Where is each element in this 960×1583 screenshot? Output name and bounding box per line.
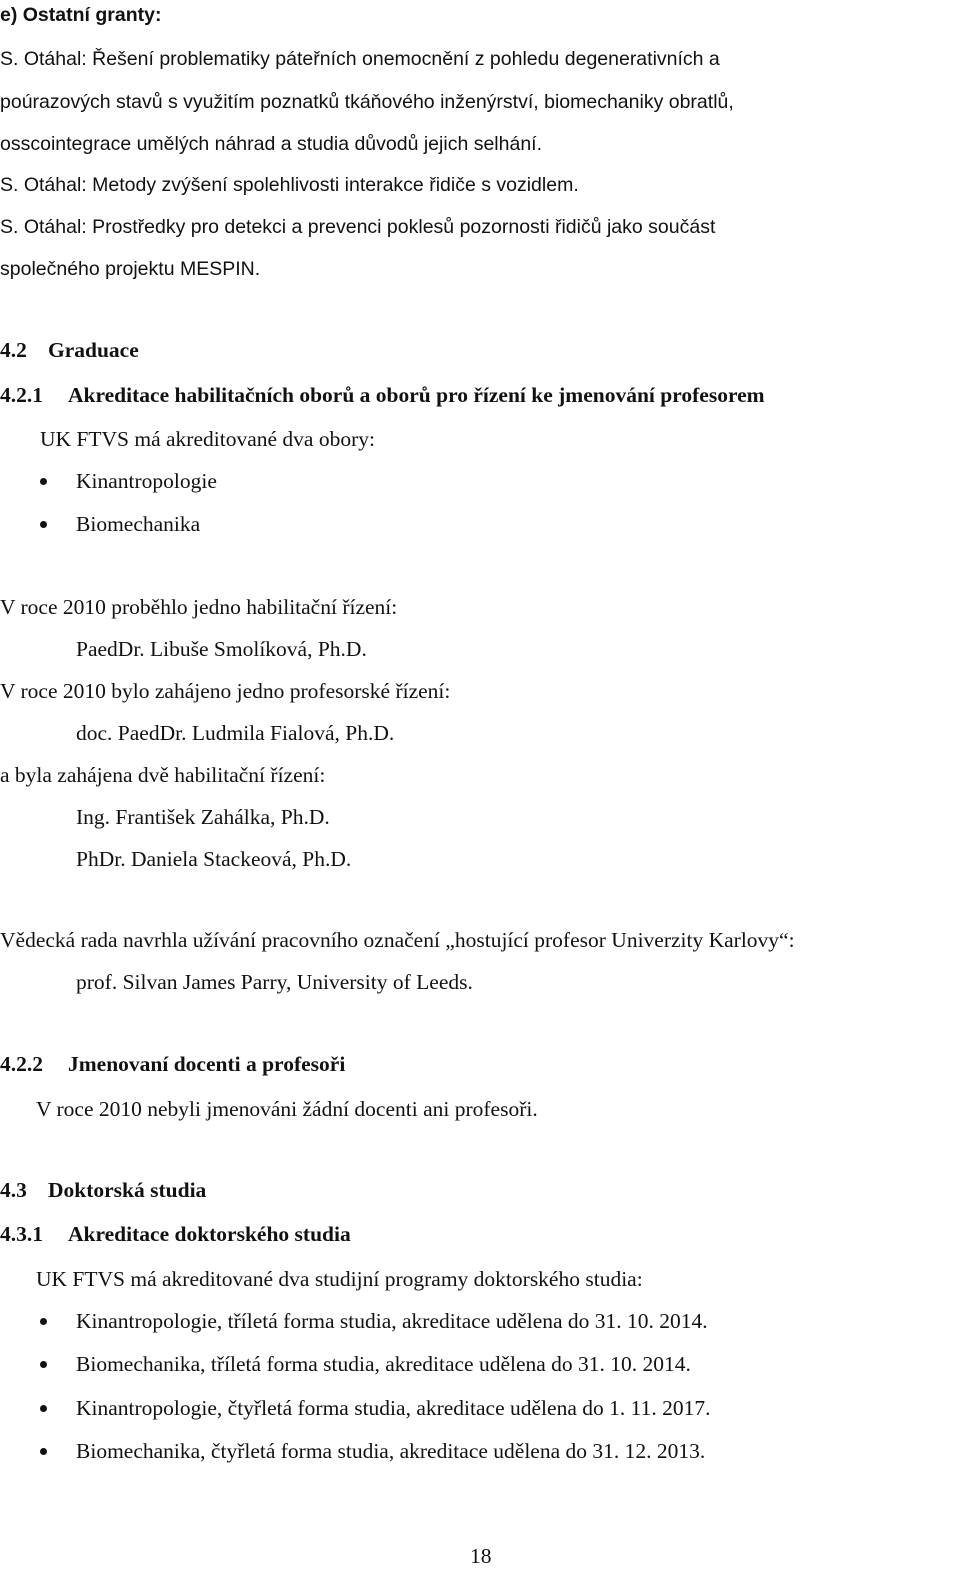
visiting-professor-person: prof. Silvan James Parry, University of Leeds. bbox=[76, 970, 473, 994]
section-title: Akreditace doktorského studia bbox=[68, 1222, 351, 1246]
grant-2: S. Otáhal: Metody zvýšení spolehlivosti interakce řidiče s vozidlem. bbox=[0, 174, 579, 196]
section-number: 4.2 bbox=[0, 338, 27, 362]
field-item: Kinantropologie bbox=[76, 469, 217, 493]
bullet-icon bbox=[40, 1405, 47, 1412]
programs-intro: UK FTVS má akreditované dva studijní programy doktorského studia: bbox=[36, 1267, 643, 1291]
program-item: Kinantropologie, tříletá forma studia, akreditace udělena do 31. 10. 2014. bbox=[76, 1309, 708, 1333]
section-4-2-heading bbox=[0, 337, 139, 363]
section-number: 4.3.1 bbox=[0, 1222, 43, 1246]
section-title: Akreditace habilitačních oborů a oborů pro řízení ke jmenování profesorem bbox=[68, 383, 765, 407]
habilitation-started-label: a byla zahájena dvě habilitační řízení: bbox=[0, 763, 326, 787]
program-item: Kinantropologie, čtyřletá forma studia, akreditace udělena do 1. 11. 2017. bbox=[76, 1396, 711, 1420]
program-item: Biomechanika, tříletá forma studia, akreditace udělena do 31. 10. 2014. bbox=[76, 1352, 691, 1376]
grant-1-line-1: S. Otáhal: Řešení problematiky páteřních onemocnění z pohledu degenerativních a bbox=[0, 48, 720, 70]
habilitation-2010-label: V roce 2010 proběhlo jedno habilitační řízení: bbox=[0, 595, 398, 619]
section-number: 4.2.2 bbox=[0, 1052, 43, 1076]
habilitation-2010-person: PaedDr. Libuše Smolíková, Ph.D. bbox=[76, 637, 367, 661]
appointed-text: V roce 2010 nebyli jmenováni žádní docenti ani profesoři. bbox=[36, 1097, 538, 1121]
section-title: Doktorská studia bbox=[48, 1178, 207, 1202]
section-e-heading: e) Ostatní granty: bbox=[0, 4, 162, 26]
field-item: Biomechanika bbox=[76, 512, 201, 536]
bullet-icon bbox=[40, 1361, 47, 1368]
professorship-2010-person: doc. PaedDr. Ludmila Fialová, Ph.D. bbox=[76, 721, 395, 745]
professorship-2010-label: V roce 2010 bylo zahájeno jedno profesorské řízení: bbox=[0, 679, 451, 703]
visiting-professor-label: Vědecká rada navrhla užívání pracovního označení „hostující profesor Univerzity Karlovy“: bbox=[0, 928, 795, 952]
habilitation-started-person: PhDr. Daniela Stackeová, Ph.D. bbox=[76, 847, 352, 871]
section-4-3-1-heading bbox=[0, 1221, 351, 1247]
bullet-icon bbox=[40, 1448, 47, 1455]
section-title: Graduace bbox=[48, 338, 139, 362]
grant-1-line-2: poúrazových stavů s využitím poznatků tkáňového inženýrství, biomechaniky obratlů, bbox=[0, 91, 734, 113]
page-number: 18 bbox=[470, 1544, 492, 1568]
bullet-icon bbox=[40, 521, 47, 528]
section-number: 4.2.1 bbox=[0, 383, 43, 407]
bullet-icon bbox=[40, 1318, 47, 1325]
section-number: 4.3 bbox=[0, 1178, 27, 1202]
section-4-3-heading bbox=[0, 1177, 206, 1203]
fields-intro: UK FTVS má akreditované dva obory: bbox=[40, 427, 375, 451]
grant-1-line-3: osscointegrace umělých náhrad a studia důvodů jejich selhání. bbox=[0, 133, 543, 155]
section-4-2-2-heading bbox=[0, 1051, 345, 1077]
grant-3-line-2: společného projektu MESPIN. bbox=[0, 258, 261, 280]
bullet-icon bbox=[40, 478, 47, 485]
section-title: Jmenovaní docenti a profesoři bbox=[68, 1052, 346, 1076]
section-4-2-1-heading bbox=[0, 382, 765, 408]
program-item: Biomechanika, čtyřletá forma studia, akreditace udělena do 31. 12. 2013. bbox=[76, 1439, 706, 1463]
habilitation-started-person: Ing. František Zahálka, Ph.D. bbox=[76, 805, 330, 829]
grant-3-line-1: S. Otáhal: Prostředky pro detekci a prevenci poklesů pozornosti řidičů jako součást bbox=[0, 216, 716, 238]
